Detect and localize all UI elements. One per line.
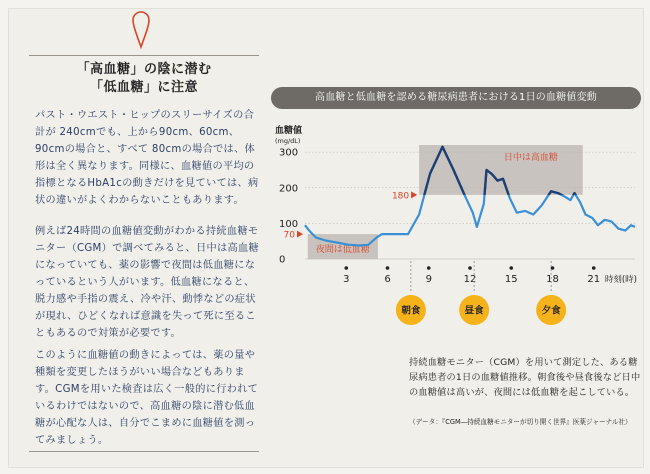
y-axis-label: 血糖値: [275, 126, 303, 136]
pin-icon: [130, 11, 152, 51]
y-tick-label-0: 0: [279, 254, 286, 266]
band-0: [419, 145, 583, 195]
x-tick-label-21: 21: [587, 274, 601, 285]
y-tick-label-300: 300: [279, 147, 299, 159]
threshold-arrow-70: [297, 231, 303, 238]
body-paragraph-2: 例えば24時間の血糖値変動がわかる持続血糖モニター（CGM）で調べてみると、日中は高血糖になっていても、薬の影響で夜間は低血糖になっているという人がいます。低血糖になると、脱力感や手指の震え、冷や汗、動悸などの症状が現れ、ひどくなれば意識を失って死に至ることもあるので対策が必要です。: [35, 226, 259, 339]
threshold-label-180: 180: [391, 191, 410, 202]
x-tick-dot-15: [509, 266, 513, 270]
article-title: [29, 61, 259, 97]
y-tick-label-100: 100: [279, 218, 299, 230]
x-axis-label: 時刻(時): [604, 275, 637, 285]
x-tick-dot-9: [427, 266, 431, 270]
x-tick-label-6: 6: [384, 274, 391, 285]
band-label-1: 夜間は低血糖: [315, 245, 370, 255]
threshold-label-70: 70: [283, 230, 295, 241]
meal-label-0: 朝食: [401, 305, 421, 317]
meal-label-1: 昼食: [464, 305, 484, 317]
glucose-chart: [271, 117, 643, 327]
x-tick-dot-12: [468, 266, 472, 270]
y-tick-label-200: 200: [279, 183, 299, 195]
body-paragraph-1: パスト・ウエスト・ヒップのスリーサイズの合計が 240cmでも、上から90cm、60cm、90cmの場合と、すべて 80cmの場合では、体形は全く異なります。同様に、血糖値の平均の指標となるHbA1cの動きだけを見ていては、病状の違いがよくわからないこともあります。: [35, 110, 259, 206]
x-tick-label-12: 12: [463, 274, 477, 285]
x-tick-dot-21: [592, 266, 596, 270]
x-tick-dot-3: [344, 266, 348, 270]
bottom-rule: [29, 451, 259, 452]
top-rule: [29, 55, 259, 56]
article-page: [8, 8, 644, 468]
title-line-2: 「低血糖」に注意: [89, 80, 198, 95]
meal-label-2: 夕食: [541, 305, 561, 317]
threshold-arrow-180: [411, 191, 417, 198]
x-tick-label-3: 3: [343, 274, 350, 285]
title-line-1: 「高血糖」の陰に潜む: [76, 62, 212, 77]
x-tick-dot-6: [386, 266, 390, 270]
y-axis-unit: (mg/dL): [275, 137, 301, 145]
band-label-0: 日中は高血糖: [503, 153, 558, 163]
x-tick-label-15: 15: [504, 274, 518, 285]
x-tick-label-9: 9: [425, 274, 432, 285]
chart-title: 高血糖と低血糖を認める糖尿病患者における1日の血糖値変動: [271, 87, 641, 109]
body-paragraph-3: このように血糖値の動きによっては、薬の量や種類を変更したほうがいい場合などもあります。CGMを用いた検査は広く一般的に行われているわけではないので、高血糖の陰に潜む低血糖が心配な人は、自分でこまめに血糖値を測ってみましょう。: [35, 350, 259, 446]
data-credit: （データ：『CGM―持続血糖モニターが切り開く世界』医薬ジャーナル社）: [409, 418, 632, 426]
x-tick-label-18: 18: [546, 274, 559, 285]
chart-caption: 持続血糖モニター（CGM）を用いて測定した、ある糖尿病患者の1日の血糖値推移。朝食後や昼食後など日中の血糖値は高いが、夜間には低血糖を起こしている。: [409, 357, 641, 398]
